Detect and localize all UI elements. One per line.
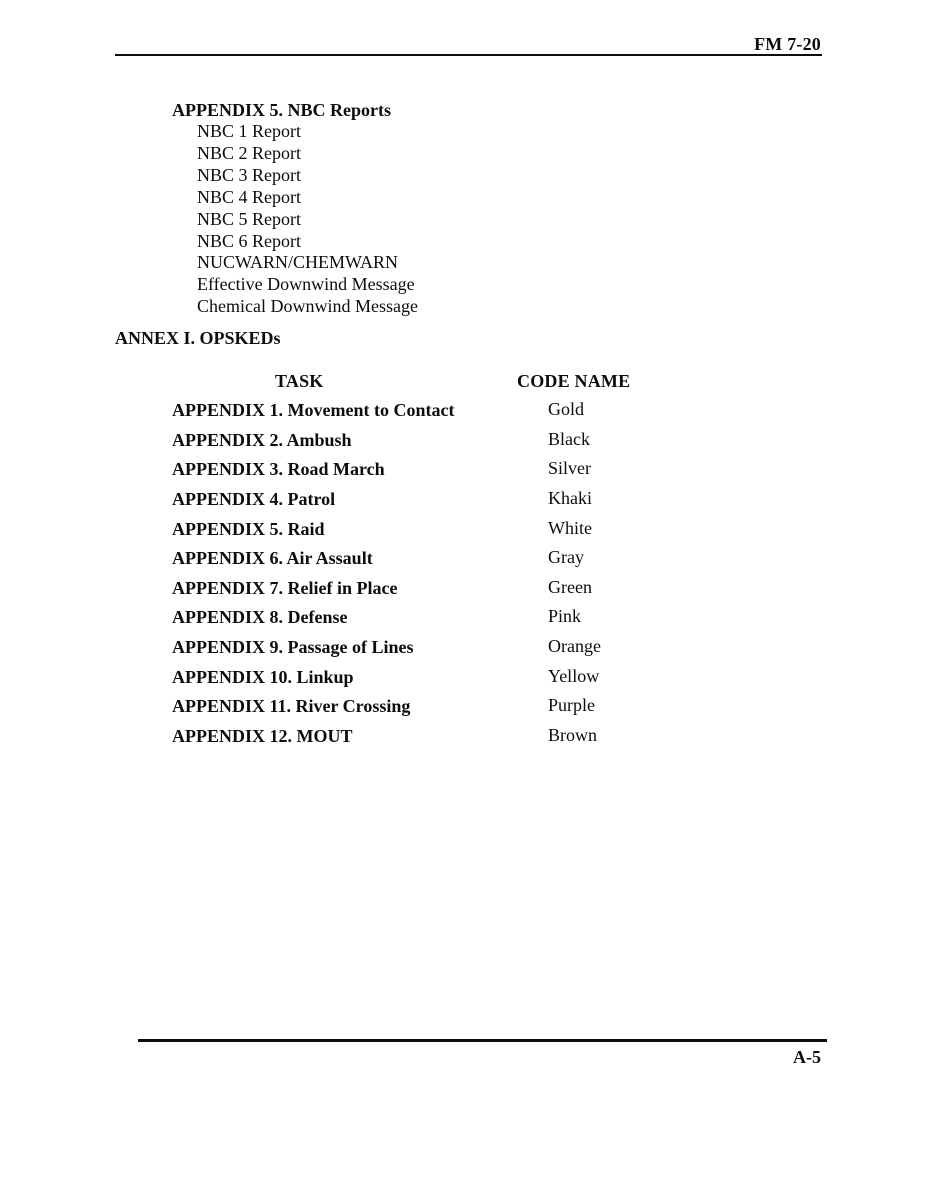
nbc-report-item: NBC 1 Report <box>197 121 302 141</box>
task-cell: APPENDIX 11. River Crossing <box>172 696 411 717</box>
page-number: A-5 <box>793 1047 821 1067</box>
table-row <box>0 606 930 636</box>
table-row <box>0 488 930 518</box>
table-row <box>0 666 930 696</box>
table-row <box>0 518 930 548</box>
task-cell: APPENDIX 9. Passage of Lines <box>172 637 414 658</box>
footer-rule <box>138 1039 827 1042</box>
code-name-cell: Brown <box>548 725 597 746</box>
code-name-cell: Purple <box>548 695 595 716</box>
table-row <box>0 695 930 725</box>
code-name-cell: Green <box>548 576 592 597</box>
code-name-cell: Gray <box>548 547 584 568</box>
task-cell: APPENDIX 1. Movement to Contact <box>172 400 455 420</box>
table-row <box>0 725 930 755</box>
table-row <box>0 399 930 429</box>
document-reference: FM 7-20 <box>754 34 821 54</box>
nbc-report-list <box>197 121 418 318</box>
task-cell: APPENDIX 10. Linkup <box>172 666 354 687</box>
table-row <box>0 458 930 488</box>
nbc-report-item: NBC 5 Report <box>197 208 302 229</box>
code-name-cell: Yellow <box>548 665 600 686</box>
task-cell: APPENDIX 8. Defense <box>172 607 348 628</box>
task-cell: APPENDIX 4. Patrol <box>172 488 336 509</box>
table-row <box>0 577 930 607</box>
code-name-cell: Orange <box>548 636 601 657</box>
code-name-cell: Khaki <box>548 487 592 508</box>
task-cell: APPENDIX 7. Relief in Place <box>172 577 398 598</box>
nbc-report-item: Chemical Downwind Message <box>197 296 418 317</box>
code-name-cell: Black <box>548 428 590 449</box>
column-header-task: TASK <box>275 371 324 391</box>
appendix5-heading: APPENDIX 5. NBC Reports <box>172 100 391 120</box>
task-cell: APPENDIX 6. Air Assault <box>172 548 373 569</box>
nbc-report-item: NBC 3 Report <box>197 164 302 185</box>
column-header-code-name: CODE NAME <box>517 371 631 391</box>
task-cell: APPENDIX 12. MOUT <box>172 726 353 747</box>
opsked-table <box>0 399 930 755</box>
task-cell: APPENDIX 5. Raid <box>172 518 325 539</box>
header-rule <box>115 54 822 56</box>
table-row <box>0 429 930 459</box>
code-name-cell: Gold <box>548 399 584 419</box>
code-name-cell: Silver <box>548 458 591 479</box>
nbc-report-item: NBC 6 Report <box>197 230 302 251</box>
nbc-report-item: Effective Downwind Message <box>197 274 415 295</box>
nbc-report-item: NUCWARN/CHEMWARN <box>197 252 399 273</box>
code-name-cell: Pink <box>548 606 582 627</box>
code-name-cell: White <box>548 517 592 538</box>
annex-heading: ANNEX I. OPSKEDs <box>115 328 281 348</box>
table-row <box>0 547 930 577</box>
task-cell: APPENDIX 2. Ambush <box>172 429 352 450</box>
nbc-report-item: NBC 2 Report <box>197 142 302 163</box>
table-row <box>0 636 930 666</box>
task-cell: APPENDIX 3. Road March <box>172 459 385 480</box>
nbc-report-item: NBC 4 Report <box>197 186 302 207</box>
